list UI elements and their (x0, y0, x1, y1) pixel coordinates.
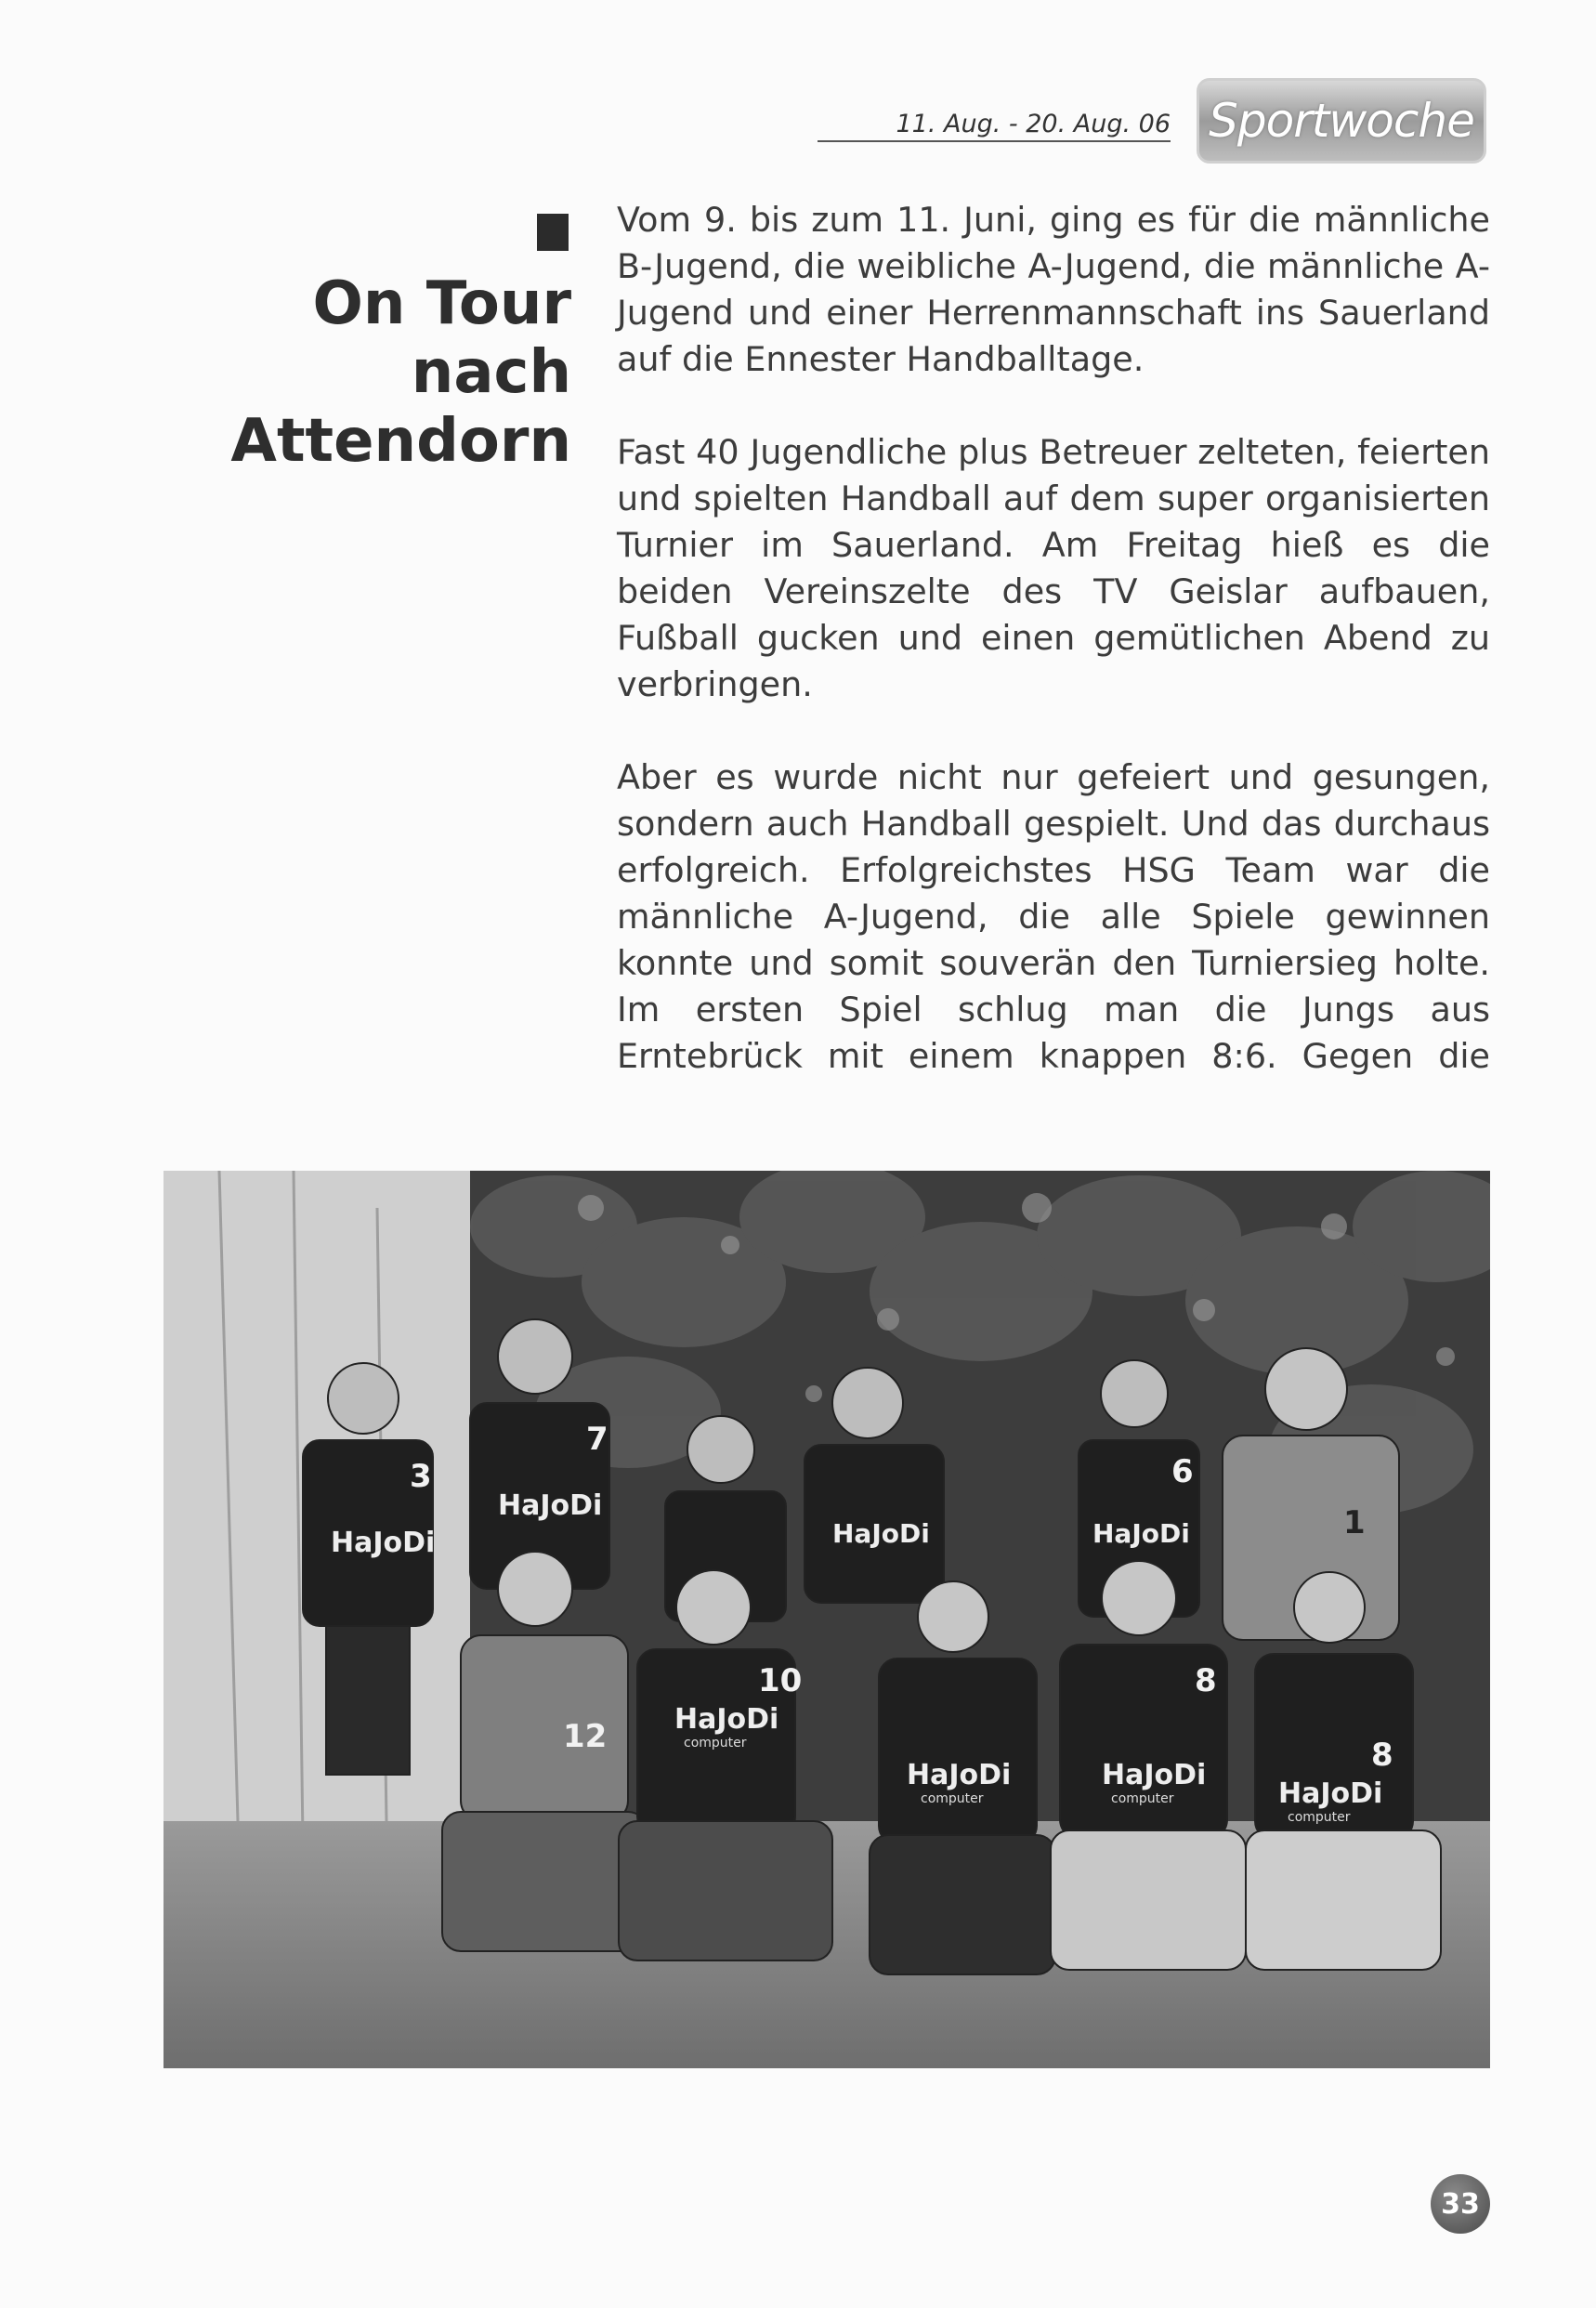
sponsor-logo: HaJoDi (1102, 1759, 1207, 1791)
section-badge-label: Sportwoche (1209, 94, 1474, 148)
date-range: 11. Aug. - 20. Aug. 06 (818, 110, 1171, 142)
title-marker (537, 214, 569, 251)
sponsor-logo: HaJoDi (832, 1518, 930, 1549)
jersey-number: 8 (1195, 1662, 1217, 1699)
article-paragraph: Vom 9. bis zum 11. Juni, ging es für die männliche B-Jugend, die weibliche A-Jugend, die männliche A-Jugend und einer Herrenmannschaft ins Sauerland auf die Ennester Handballtage. (617, 200, 1490, 379)
article-paragraph: Fast 40 Jugendliche plus Betreuer zelteten, feierten und spielten Handball auf dem super organisierten Turnier im Sauerland. Am Freitag hieß es die beiden Vereinszelte des TV Geislar aufbauen, Fußball gucken und einen gemütlichen Abend zu verbringen. (617, 432, 1490, 704)
jersey-number: 6 (1171, 1453, 1194, 1490)
jersey-number: 8 (1371, 1737, 1393, 1774)
sponsor-logo: HaJoDi (907, 1759, 1012, 1791)
jersey-number: 10 (758, 1662, 803, 1699)
sponsor-logo: HaJoDi (1092, 1518, 1190, 1549)
sponsor-subtext: computer (1288, 1810, 1351, 1825)
sponsor-logo: HaJoDi (1278, 1777, 1383, 1810)
section-badge (1197, 78, 1486, 164)
page-number: 33 (1431, 2174, 1490, 2234)
article-body (617, 197, 1490, 1126)
jersey-number: 1 (1343, 1504, 1366, 1541)
sponsor-logo: HaJoDi (331, 1527, 436, 1559)
headline-line: nach (411, 338, 571, 407)
jersey-number: 7 (586, 1421, 608, 1458)
sponsor-subtext: computer (1111, 1791, 1174, 1806)
headline-line: On Tour (312, 269, 571, 338)
sponsor-subtext: computer (684, 1736, 747, 1751)
team-photo-illustration (164, 1171, 1490, 2068)
sponsor-logo: HaJoDi (674, 1703, 779, 1736)
sponsor-subtext: computer (921, 1791, 984, 1806)
jersey-number: 12 (563, 1718, 608, 1755)
sponsor-logo: HaJoDi (498, 1489, 603, 1522)
article-headline (158, 269, 571, 476)
headline-line: Attendorn (230, 407, 571, 476)
article-paragraph: Aber es wurde nicht nur gefeiert und gesungen, sondern auch Handball gespielt. Und das durchaus erfolgreich. Erfolgreichstes HSG Team war die männliche A-Jugend, die alle Spiele gewinnen konnte und somit souverän den Turniersieg holte. Im ersten Spiel schlug man die Jungs aus Erntebrück mit einem knappen 8:6. Gegen die (617, 757, 1490, 1076)
team-photo (164, 1171, 1490, 2068)
jersey-number: 3 (410, 1458, 432, 1495)
